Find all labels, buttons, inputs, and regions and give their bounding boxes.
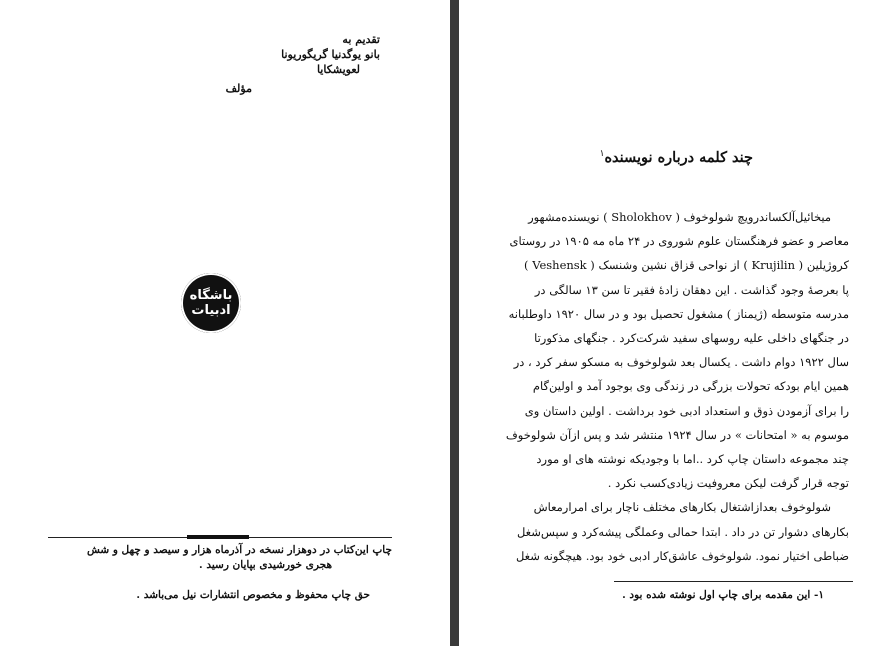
- footnote-marker: ۱: [599, 149, 605, 160]
- body-text: [505, 205, 849, 568]
- text-line: سال ۱۹۲۲ دوام داشت . یکسال بعد شولوخوف به مسکو سفر کرد ، در: [513, 355, 849, 370]
- text-line: موسوم به « امتحانات » در سال ۱۹۲۴ منتشر شد و پس ازآن شولوخوف: [505, 427, 849, 442]
- logo-text-line: باشگاه: [189, 288, 233, 303]
- logo-text-line: ادبیات: [191, 303, 231, 318]
- chapter-heading: [600, 149, 753, 166]
- text-line: میخائیل‌آلکساندرویچ شولوخوف ( Sholokhov ) نویسنده‌مشهور: [528, 210, 831, 224]
- copyright-notice: حق چاپ محفوظ و مخصوص انتشارات نیل می‌باشد .: [136, 589, 370, 601]
- text-line: مدرسه متوسطه (ژیمناز ) مشغول تحصیل بود و در سال ۱۹۲۰ داوطلبانه: [508, 306, 849, 321]
- text-line: در جنگهای داخلی علیه روسهای سفید شرکت‌کرد . جنگهای مذکورتا: [534, 331, 849, 346]
- divider-accent: [187, 535, 249, 539]
- text-line: توجه قرار گرفت لیکن معروفیت زیادی‌کسب نکرد .: [607, 476, 849, 491]
- text-line: پا بعرصهٔ وجود گذاشت . این دهقان زادهٔ فقیر تا سن ۱۳ سالگی در: [534, 282, 849, 297]
- dedication: [140, 32, 380, 96]
- text-line: کروژیلین ( Krujilin ) از نواحی قزاق نشین وشنسک ( Veshensk ): [524, 258, 849, 273]
- text-line: شولوخوف بعدازاشتغال بکارهای مختلف ناچار برای امرارمعاش: [533, 500, 831, 515]
- text-line: را برای آزمودن ذوق و استعداد ادبی خود برداشت . اولین داستان وی: [524, 403, 849, 418]
- heading-text: چند کلمه درباره نویسنده: [604, 149, 753, 166]
- dedication-author: مؤلف: [225, 82, 252, 95]
- publisher-logo: [181, 273, 241, 333]
- colophon: [48, 543, 392, 573]
- dedication-line: لعویشکایا: [316, 63, 360, 76]
- dedication-line: تقدیم به: [342, 33, 380, 46]
- right-page: [459, 0, 873, 646]
- text-line: همین ایام بودکه تحولات بزرگی در زندگی وی بوجود آمد و اولین‌گام: [532, 379, 849, 394]
- text-line: چند مجموعه داستان چاپ کرد ..اما با وجودیکه نوشته های او مورد: [536, 452, 849, 467]
- footnote: ۱- این مقدمه برای چاپ اول نوشته شده بود .: [622, 589, 824, 601]
- colophon-line: هجری خورشیدی بپایان رسید .: [199, 559, 332, 571]
- text-line: ضباطی اختیار نمود. شولوخوف عاشق‌کار ادبی خود بود. هیچگونه شغل: [515, 548, 849, 563]
- colophon-line: چاپ این‌کتاب در دوهزار نسخه در آذرماه هزار و سیصد و چهل و شش: [86, 544, 392, 556]
- text-line: معاصر و عضو فرهنگستان علوم شوروی در ۲۴ ماه مه ۱۹۰۵ در روستای: [509, 234, 849, 249]
- book-gutter: [450, 0, 459, 646]
- dedication-line: بانو یوگدنیا گریگوریونا: [281, 48, 380, 61]
- text-line: بکارهای دشوار تن در داد . ابتدا حمالی وعملگی پیشه‌کرد و سپس‌شغل: [516, 524, 849, 539]
- footnote-divider: [614, 581, 853, 582]
